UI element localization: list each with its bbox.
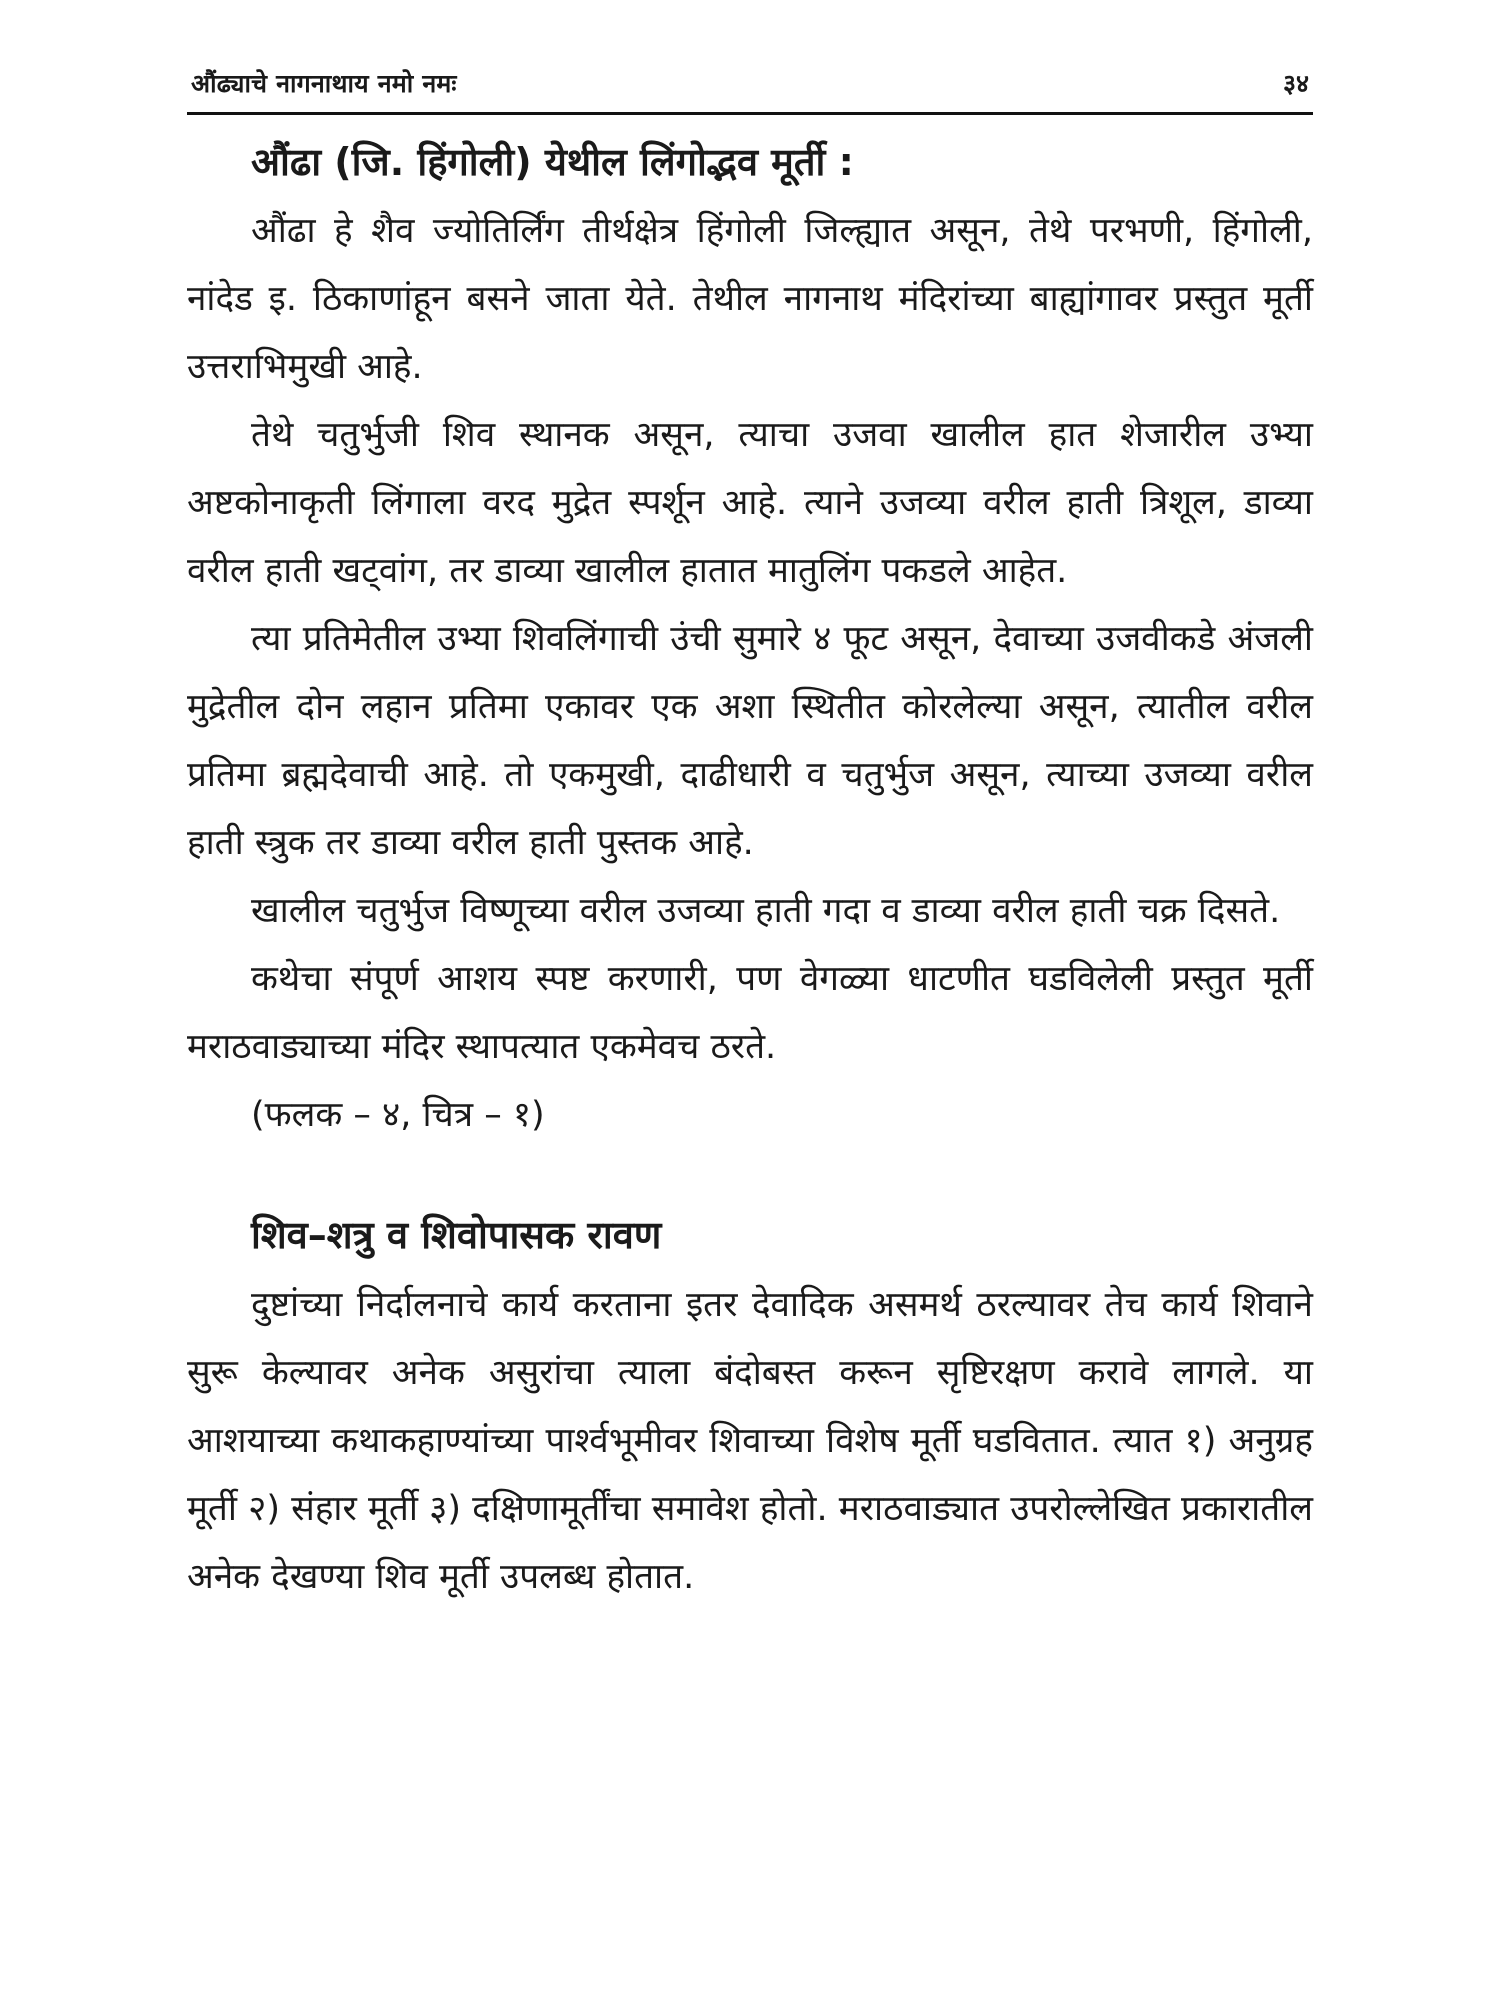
paragraph: कथेचा संपूर्ण आशय स्पष्ट करणारी, पण वेगळ्या धाटणीत घडविलेली प्रस्तुत मूर्ती मराठवाड्याच्या मंदिर स्थापत्यात एकमेवच ठरते. [187, 959, 1313, 1068]
paragraph: खालील चतुर्भुज विष्णूच्या वरील उजव्या हाती गदा व डाव्या वरील हाती चक्र दिसते. [251, 891, 1281, 932]
paragraph: त्या प्रतिमेतील उभ्या शिवलिंगाची उंची सुमारे ४ फूट असून, देवाच्या उजवीकडे अंजली मुद्रेतील दोन लहान प्रतिमा एकावर एक अशा स्थितीत कोरलेल्या असून, त्यातील वरील प्रतिमा ब्रह्मदेवाची आहे. तो एकमुखी, दाढीधारी व चतुर्भुज असून, त्याच्या उजव्या वरील हाती स्त्रुक तर डाव्या वरील हाती पुस्तक आहे. [187, 619, 1313, 864]
paragraph: तेथे चतुर्भुजी शिव स्थानक असून, त्याचा उजवा खालील हात शेजारील उभ्या अष्टकोनाकृती लिंगाला वरद मुद्रेत स्पर्शून आहे. त्याने उजव्या वरील हाती त्रिशूल, डाव्या वरील हाती खट्वांग, तर डाव्या खालील हातात मातुलिंग पकडले आहेत. [187, 415, 1313, 592]
running-title: औंढ्याचे नागनाथाय नमो नमः [191, 69, 457, 98]
section-heading-lingodbhava: औंढा (जि. हिंगोली) येथील लिंगोद्भव मूर्ती : [251, 140, 854, 184]
page-number: ३४ [1282, 69, 1309, 98]
page-body [187, 138, 1313, 1611]
plate-reference: (फलक – ४, चित्र – १) [251, 1095, 545, 1136]
running-header [187, 60, 1313, 115]
paragraph: दुष्टांच्या निर्दालनाचे कार्य करताना इतर देवादिक असमर्थ ठरल्यावर तेच कार्य शिवाने सुरू केल्यावर अनेक असुरांचा त्याला बंदोबस्त करून सृष्टिरक्षण करावे लागले. या आशयाच्या कथाकहाण्यांच्या पार्श्वभूमीवर शिवाच्या विशेष मूर्ती घडवितात. त्यात १) अनुग्रह मूर्ती २) संहार मूर्ती ३) दक्षिणामूर्तींचा समावेश होतो. मराठवाड्यात उपरोल्लेखित प्रकारातील अनेक देखण्या शिव मूर्ती उपलब्ध होतात. [187, 1284, 1313, 1597]
paragraph: औंढा हे शैव ज्योतिर्लिंग तीर्थक्षेत्र हिंगोली जिल्ह्यात असून, तेथे परभणी, हिंगोली, नांदेड इ. ठिकाणांहून बसने जाता येते. तेथील नागनाथ मंदिरांच्या बाह्यांगावर प्रस्तुत मूर्ती उत्तराभिमुखी आहे. [187, 211, 1313, 388]
section-heading-ravana: शिव–शत्रु व शिवोपासक रावण [251, 1213, 662, 1258]
